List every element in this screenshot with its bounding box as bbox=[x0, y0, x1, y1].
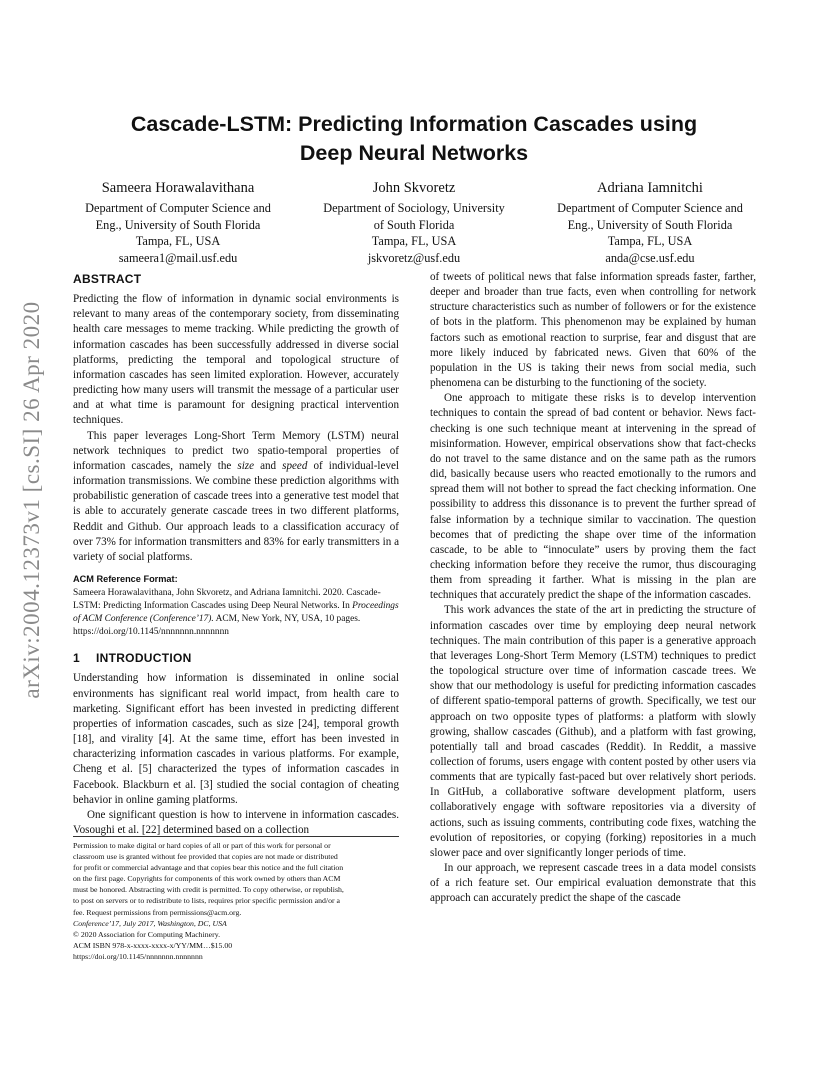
author-email: jskvoretz@usf.edu bbox=[367, 250, 461, 265]
body-paragraph-2: One approach to mitigate these risks is to develop intervention techniques to contain the spread of bad content or behavior. News fact-checking is one such technique meant at intervening in the spread of misinformation. However, empirical observations show that fact-checks do not travel to the same distance and on the same path as the rumors did, basically because users who reacted emotionally to the rumors and spread them will not bother to spread the fact checking information. One possibility to address this dissonance is to prevent the further spread of false information by a technique similar to vaccination. The question becomes that of predicting the shape over time of the information cascade, to be able to “innoculate” users by proving them the fact checking information before they receive the rumor, thus discouraging them from spreading it farther. What is missing in the plan are techniques that accurately predict the shape of the information cascades. bbox=[430, 392, 756, 602]
arxiv-identifier bbox=[8, 300, 56, 700]
author-location: Tampa, FL, USA bbox=[607, 234, 693, 248]
footnote-line: Permission to make digital or hard copies of all or part of this work for personal or bbox=[73, 841, 331, 850]
footnote-line: fee. Request permissions from permissions@acm.org. bbox=[73, 907, 242, 917]
author-email: anda@cse.usf.edu bbox=[605, 250, 695, 265]
footnote-copyright: © 2020 Association for Computing Machinery. bbox=[73, 929, 221, 939]
author-affiliation: of South Florida bbox=[373, 217, 455, 232]
arxiv-id-text: arXiv:2004.12373v1 [cs.SI] 26 Apr 2020 bbox=[19, 301, 44, 699]
abstract-text: and bbox=[254, 459, 283, 472]
author-location: Tampa, FL, USA bbox=[135, 234, 221, 248]
footnote-isbn: ACM ISBN 978-x-xxxx-xxxx-x/YY/MM…$15.00 bbox=[73, 940, 233, 950]
intro-paragraph-2: One significant question is how to intervene in information cascades. Vosoughi et al. [22] determined based on a collection bbox=[73, 808, 399, 837]
reference-text: Sameera Horawalavithana, John Skvoretz, and Adriana Iamnitchi. 2020. Cascade-LSTM: Predicting Information Cascades using Deep Neural Networks. In bbox=[73, 588, 381, 611]
paper-title bbox=[72, 110, 756, 168]
acm-reference-heading: ACM Reference Format: bbox=[73, 573, 178, 584]
author-affiliation: Department of Computer Science and bbox=[85, 201, 271, 215]
introduction-heading bbox=[73, 651, 399, 666]
author-affiliation: Department of Sociology, University bbox=[323, 201, 505, 215]
abstract-emphasis: speed bbox=[282, 459, 308, 472]
footnote-line: to post on servers or to redistribute to lists, requires prior specific permission and/or a bbox=[73, 896, 340, 906]
footnote-line: classroom use is granted without fee provided that copies are not made or distributed bbox=[73, 852, 338, 862]
author-location: Tampa, FL, USA bbox=[371, 234, 457, 248]
left-column bbox=[73, 270, 399, 838]
reference-venue: Proceedings of ACM Conference (Conference’17). bbox=[73, 600, 399, 624]
body-paragraph-4: In our approach, we represent cascade trees in a data model consists of a rich feature set. Our empirical evaluation demonstrate that this approach can accurately predict the shape of the cascade bbox=[430, 862, 756, 905]
footnote-line: on the first page. Copyrights for components of this work owned by others than ACM bbox=[73, 874, 341, 884]
body-paragraph-1: of tweets of political news that false information spreads faster, farther, deeper and broader than true facts, even when controlling for network structure characteristics such as number of followers or for the existence of bots in the platform. This phenomenon may be explained by human factors such as emotional reaction to surprise, fear and disgust that are more likely induced by fabricated news. Given that 60% of the population in the US is taking their news from social media, such phenomena can be disturbing to the functioning of the society. bbox=[430, 271, 756, 390]
author-email: sameera1@mail.usf.edu bbox=[118, 250, 238, 265]
author-1 bbox=[60, 178, 296, 266]
author-name: Sameera Horawalavithana bbox=[101, 180, 255, 196]
copyright-footnote bbox=[73, 836, 399, 962]
title-line-1: Cascade-LSTM: Predicting Information Cascades using bbox=[130, 112, 698, 136]
abstract-text: of individual-level information transmissions. We combine these prediction algorithms with probabilistic generation of cascade trees into a generative test model that is able to accurately generate cascade trees in two different platforms, Reddit and Github. Our approach leads to a classification accuracy of over 73% for information transmitters and 83% for early transmitters in a variety of social platforms. bbox=[73, 459, 399, 563]
body-paragraph-3: This work advances the state of the art in predicting the structure of information cascades over time by employing deep neural network techniques. The main contribution of this paper is a generative approach that leverages Long-Short Term Memory (LSTM) techniques to predict the topological structure over time of information cascade trees. We show that our methodology is useful for predicting information cascades of different spatio-temporal patterns of growth. Specifically, we test our approach on two opposite types of platforms: a platform with slowly growing, shallow cascades (Github), and a platform with fast growing, potentially tall and broad cascades (Reddit). In Reddit, a massive collection of forums, users engage with content posted by other users via comments that are typically fast-paced but over relatively short periods. In GitHub, a collaborative software development platform, users collaboratively engage with software repositories via a diversity of actions, such as issuing comments, contributing code fixes, watching the evolution of repositories, or copying (forking) repositories in a much slower pace and over significantly longer periods of time. bbox=[430, 604, 756, 859]
author-affiliation: Eng., University of South Florida bbox=[567, 217, 733, 232]
reference-text: ACM, New York, NY, USA, 10 pages. https://doi.org/10.1145/nnnnnnn.nnnnnnn bbox=[73, 613, 361, 637]
section-title: INTRODUCTION bbox=[95, 651, 192, 666]
footnote-conference bbox=[73, 918, 399, 929]
author-name: Adriana Iamnitchi bbox=[597, 180, 703, 196]
acm-reference-text bbox=[73, 587, 399, 638]
footnote-line: must be honored. Abstracting with credit is permitted. To copy otherwise, or republish, bbox=[73, 885, 344, 895]
author-affiliation: Eng., University of South Florida bbox=[95, 217, 261, 232]
intro-paragraph-1: Understanding how information is disseminated in online social environments has significant real world impact, from health care to marketing. Significant effort has been invested in predicting different properties of information cascades, such as size [24], temporal growth [18], and virality [4]. At the same time, effort has been invested in characterizing information cascades in various platforms. For example, Cheng et al. [5] characterized the types of information cascades in Facebook. Blackburn et al. [3] studied the social contagion of cheating behavior in online gaming platforms. bbox=[73, 672, 399, 806]
author-3 bbox=[532, 178, 768, 266]
right-column bbox=[430, 270, 756, 907]
footnote-doi: https://doi.org/10.1145/nnnnnnn.nnnnnnn bbox=[73, 951, 203, 961]
author-name: John Skvoretz bbox=[372, 180, 456, 196]
conference-name: Conference’17, July 2017, Washington, DC, USA bbox=[73, 918, 227, 928]
title-line-2: Deep Neural Networks bbox=[299, 141, 529, 165]
abstract-paragraph-1: Predicting the flow of information in dynamic social environments is relevant to many areas of the contemporary society, from disseminating health care messages to meme tracking. While predicting the growth of information cascades has been successfully addressed in diverse social platforms, predicting the temporal and topological structure of information cascades has seen limited exploration. However, accurately predicting how many users will transmit the message of a particular user and at what time is paramount for designing practical intervention techniques. bbox=[73, 293, 399, 427]
footnote-line: for profit or commercial advantage and that copies bear this notice and the full citation bbox=[73, 863, 344, 873]
section-number: 1 bbox=[73, 651, 80, 666]
author-2 bbox=[296, 178, 532, 266]
abstract-paragraph-2 bbox=[73, 429, 399, 565]
abstract-text: This paper leverages Long-Short Term Memory (LSTM) neural network techniques to predict two spatio-temporal properties of information cascades, namely the bbox=[73, 429, 399, 472]
abstract-heading: ABSTRACT bbox=[73, 272, 142, 286]
abstract-emphasis: size bbox=[237, 459, 255, 472]
author-affiliation: Department of Computer Science and bbox=[557, 201, 743, 215]
